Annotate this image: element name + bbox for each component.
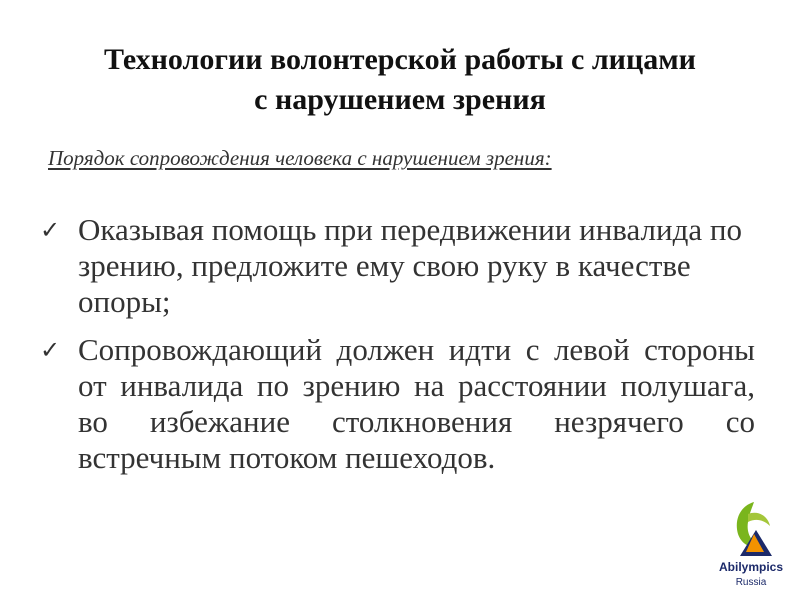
slide-title-line-2: с нарушением зрения bbox=[254, 83, 546, 116]
bullet-item bbox=[40, 332, 755, 476]
slide-title-line-1: Технологии волонтерской работы с лицами bbox=[104, 43, 696, 76]
bullet-list bbox=[40, 212, 755, 488]
checkmark-icon: ✓ bbox=[40, 336, 61, 364]
slide-title bbox=[20, 40, 780, 120]
logo-name: Abilympics bbox=[718, 560, 784, 574]
logo-subtitle: Russia bbox=[735, 577, 767, 588]
bullet-text: Сопровождающий должен идти с левой стороны от инвалида по зрению на расстоянии полушага, во избежание столкновения незрячего со встречным потоком пешеходов. bbox=[78, 332, 755, 475]
bullet-text: Оказывая помощь при передвижении инвалида по зрению, предложите ему свою руку в качестве опоры; bbox=[78, 212, 742, 319]
abilympics-logo bbox=[706, 500, 796, 596]
slide-subtitle: Порядок сопровождения человека с нарушением зрения: bbox=[48, 146, 552, 170]
abilympics-logo-icon bbox=[724, 500, 778, 560]
checkmark-icon: ✓ bbox=[40, 216, 61, 244]
bullet-item bbox=[40, 212, 755, 320]
